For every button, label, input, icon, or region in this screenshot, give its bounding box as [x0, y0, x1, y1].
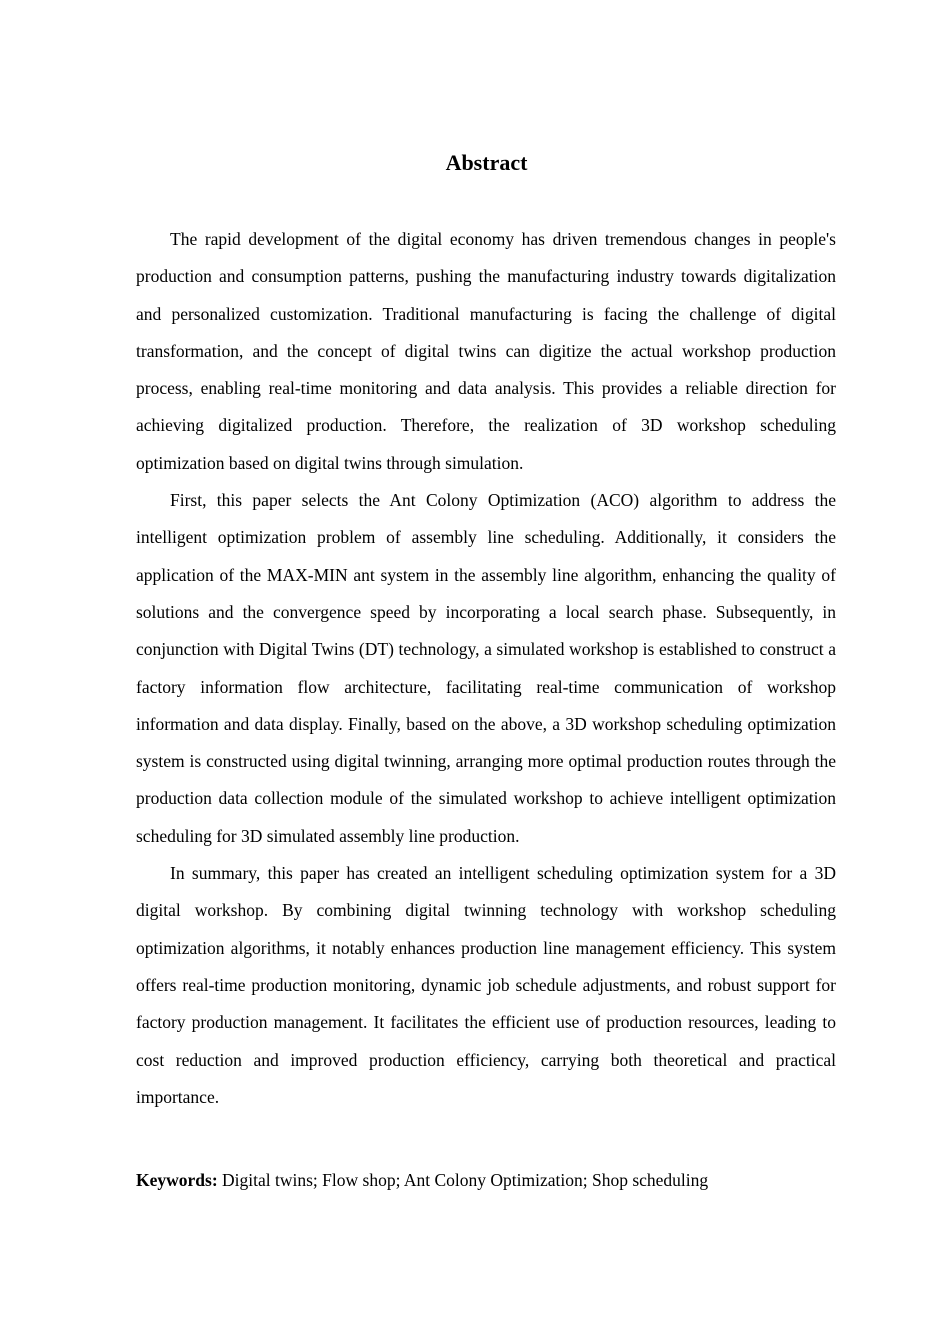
abstract-paragraph-2: First, this paper selects the Ant Colony Optimization (ACO) algorithm to address the intelligent optimization problem of assembly line scheduling. Additionally, it considers the application of the MAX-MIN ant system in the assembly line algorithm, enhancing the quality of solutions and the convergence speed by incorporating a local search phase. Subsequently, in conjunction with Digital Twins (DT) technology, a simulated workshop is established to construct a factory information flow architecture, facilitating real-time communication of workshop information and data display. Finally, based on the above, a 3D workshop scheduling optimization system is constructed using digital twinning, arranging more optimal production routes through the production data collection module of the simulated workshop to achieve intelligent optimization scheduling for 3D simulated assembly line production.	[136, 490, 836, 846]
keywords-label: Keywords:	[136, 1170, 218, 1190]
keywords-line	[136, 1165, 836, 1195]
abstract-paragraph-1: The rapid development of the digital economy has driven tremendous changes in people's production and consumption patterns, pushing the manufacturing industry towards digitalization and personalized customization. Traditional manufacturing is facing the challenge of digital transformation, and the concept of digital twins can digitize the actual workshop production process, enabling real-time monitoring and data analysis. This provides a reliable direction for achieving digitalized production. Therefore, the realization of 3D workshop scheduling optimization based on digital twins through simulation.	[136, 229, 836, 473]
abstract-paragraph-3: In summary, this paper has created an intelligent scheduling optimization system for a 3D digital workshop. By combining digital twinning technology with workshop scheduling optimization algorithms, it notably enhances production line management efficiency. This system offers real-time production monitoring, dynamic job schedule adjustments, and robust support for factory production management. It facilitates the efficient use of production resources, leading to cost reduction and improved production efficiency, carrying both theoretical and practical importance.	[136, 863, 836, 1107]
page-title: Abstract	[445, 150, 528, 175]
abstract-body	[136, 221, 836, 1116]
keywords-text: Digital twins; Flow shop; Ant Colony Optimization; Shop scheduling	[217, 1170, 709, 1190]
